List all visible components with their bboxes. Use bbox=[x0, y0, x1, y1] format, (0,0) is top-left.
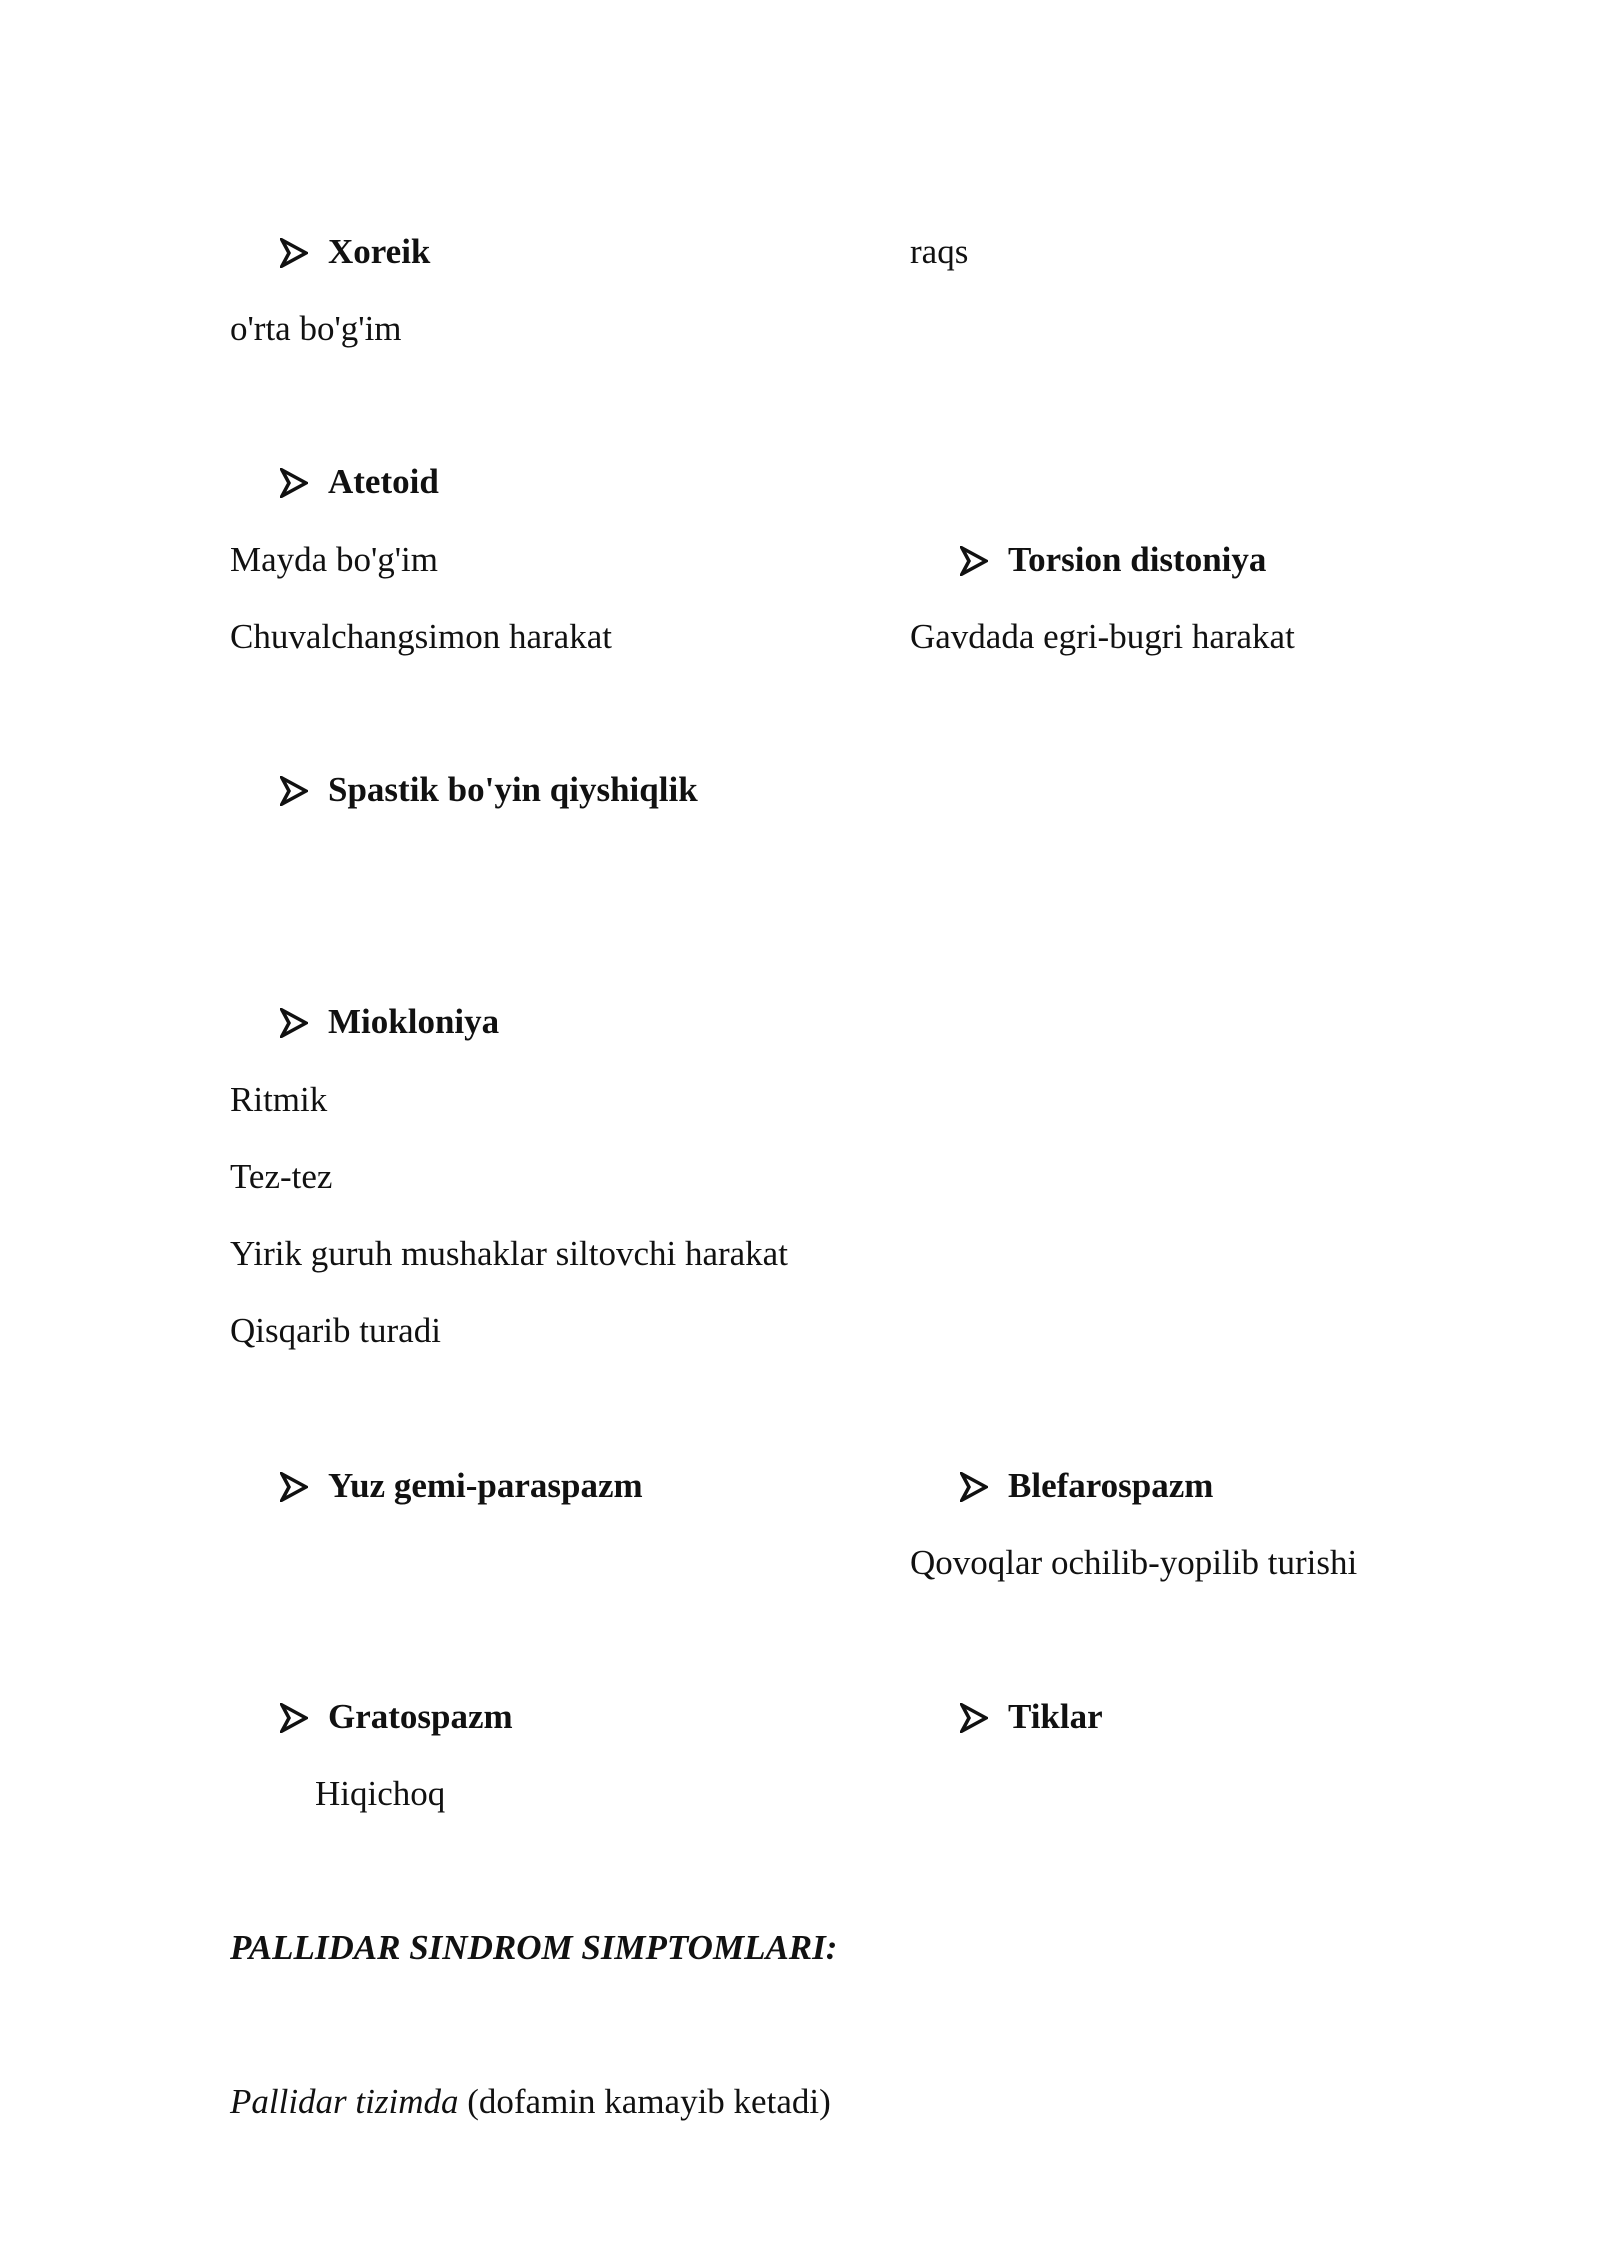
pallidar-italic: Pallidar tizimda bbox=[230, 2082, 459, 2121]
heading-gratospazm: Gratospazm bbox=[328, 1697, 513, 1736]
atetoid-text-2: Chuvalchangsimon harakat bbox=[230, 617, 612, 656]
blefarospazm-text: Qovoqlar ochilib-yopilib turishi bbox=[910, 1543, 1358, 1582]
miokloniya-text-1: Ritmik bbox=[230, 1080, 328, 1119]
arrowhead-bullet-icon bbox=[280, 1703, 308, 1733]
miokloniya-text-3: Yirik guruh mushaklar siltovchi harakat bbox=[230, 1234, 788, 1273]
torsion-text: Gavdada egri-bugri harakat bbox=[910, 617, 1295, 656]
heading-blefarospazm: Blefarospazm bbox=[1008, 1466, 1214, 1505]
xoreik-text: o'rta bo'g'im bbox=[230, 309, 402, 348]
heading-torsion-distoniya: Torsion distoniya bbox=[1008, 540, 1267, 579]
arrowhead-bullet-icon bbox=[960, 1472, 988, 1502]
heading-tiklar: Tiklar bbox=[1008, 1697, 1103, 1736]
pallidar-line bbox=[230, 2080, 831, 2124]
arrowhead-bullet-icon bbox=[960, 1703, 988, 1733]
arrowhead-bullet-icon bbox=[280, 1008, 308, 1038]
heading-atetoid: Atetoid bbox=[328, 462, 439, 501]
miokloniya-text-4: Qisqarib turadi bbox=[230, 1311, 441, 1350]
xoreik-note: raqs bbox=[910, 232, 969, 271]
pallidar-note: (dofamin kamayib ketadi) bbox=[458, 2082, 831, 2121]
heading-xoreik: Xoreik bbox=[328, 232, 431, 271]
section-title: PALLIDAR SINDROM SIMPTOMLARI: bbox=[230, 1928, 838, 1967]
heading-miokloniya: Miokloniya bbox=[328, 1002, 500, 1041]
heading-spastik: Spastik bo'yin qiyshiqlik bbox=[328, 770, 698, 809]
arrowhead-bullet-icon bbox=[280, 468, 308, 498]
arrowhead-bullet-icon bbox=[280, 1472, 308, 1502]
arrowhead-bullet-icon bbox=[280, 238, 308, 268]
arrowhead-bullet-icon bbox=[280, 776, 308, 806]
gratospazm-text: Hiqichoq bbox=[315, 1774, 446, 1813]
miokloniya-text-2: Tez-tez bbox=[230, 1157, 333, 1196]
arrowhead-bullet-icon bbox=[960, 546, 988, 576]
atetoid-text-1: Mayda bo'g'im bbox=[230, 540, 439, 579]
heading-yuz-gemi-paraspazm: Yuz gemi-paraspazm bbox=[328, 1466, 643, 1505]
